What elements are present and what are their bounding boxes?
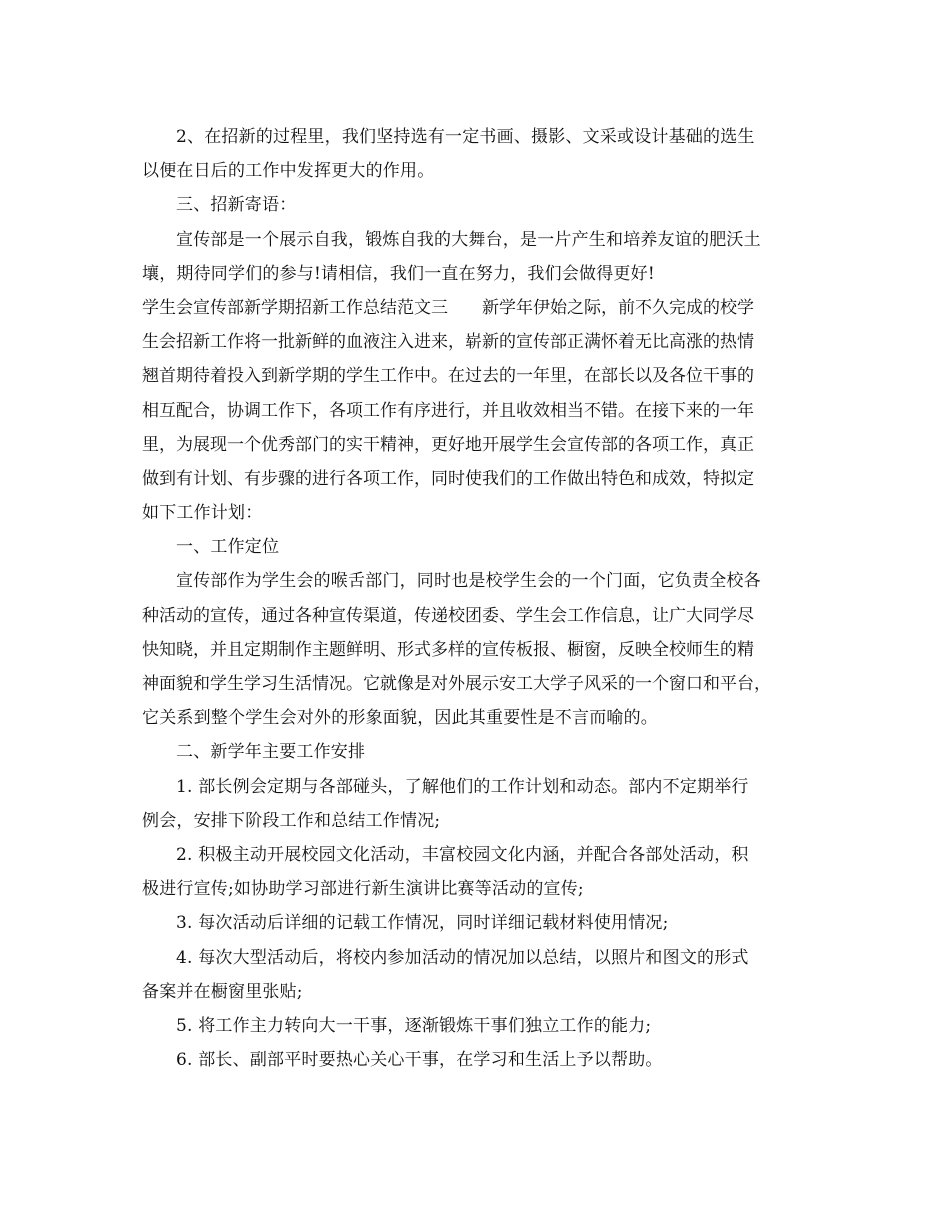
text-line: 2、在招新的过程里，我们坚持选有一定书画、摄影、文采或设计基础的选生 — [176, 127, 755, 147]
text-line: 备案并在橱窗里张贴; — [142, 981, 303, 1002]
text-line: 以便在日后的工作中发挥更大的作用。 — [142, 161, 435, 182]
text-line: 它关系到整个学生会对外的形象面貌，因此其重要性是不言而喻的。 — [142, 708, 658, 729]
article-title-line: 学生会宣传部新学期招新工作总结范文三 新学年伊始之际，前不久完成的校学 — [142, 297, 754, 318]
text-line: 生会招新工作将一批新鲜的血液注入进来，崭新的宣传部正满怀着无比高涨的热情 — [142, 332, 754, 353]
text-line: 快知晓，并且定期制作主题鲜明、形式多样的宣传板报、橱窗，反映全校师生的精 — [142, 639, 754, 660]
list-item: 2. 积极主动开展校园文化活动，丰富校园文化内涵，并配合各部处活动，积 — [176, 844, 749, 865]
text-line: 壤，期待同学们的参与!请相信，我们一直在努力，我们会做得更好! — [142, 263, 655, 284]
list-item: 5. 将工作主力转向大一干事，逐渐锻炼干事们独立工作的能力; — [176, 1015, 652, 1036]
section-heading: 三、招新寄语： — [176, 195, 297, 216]
section-heading: 一、工作定位 — [176, 537, 280, 558]
text-line: 做到有计划、有步骤的进行各项工作，同时使我们的工作做出特色和成效，特拟定 — [142, 468, 754, 489]
list-item: 3. 每次活动后详细的记载工作情况，同时详细记载材料使用情况; — [176, 913, 669, 934]
text-line: 如下工作计划： — [142, 503, 263, 524]
text-line: 里，为展现一个优秀部门的实干精神，更好地开展学生会宣传部的各项工作，真正 — [142, 434, 754, 455]
text-line: 宣传部是一个展示自我，锻炼自我的大舞台，是一片产生和培养友谊的肥沃土 — [176, 229, 761, 250]
text-line: 极进行宣传;如协助学习部进行新生演讲比赛等活动的宣传; — [142, 879, 584, 900]
text-line: 例会，安排下阶段工作和总结工作情况; — [142, 810, 441, 831]
text-line: 种活动的宣传，通过各种宣传渠道，传递校团委、学生会工作信息，让广大同学尽 — [142, 605, 754, 626]
section-heading: 二、新学年主要工作安排 — [176, 742, 366, 763]
list-item: 1. 部长例会定期与各部碰头，了解他们的工作计划和动态。部内不定期举行 — [176, 776, 749, 797]
text-line: 宣传部作为学生会的喉舌部门，同时也是校学生会的一个门面，它负责全校各 — [176, 571, 761, 592]
list-item: 6. 部长、副部平时要热心关心干事，在学习和生活上予以帮助。 — [176, 1050, 663, 1071]
list-item: 4. 每次大型活动后，将校内参加活动的情况加以总结，以照片和图文的形式 — [176, 947, 749, 968]
text-line: 翘首期待着投入到新学期的学生工作中。在过去的一年里，在部长以及各位干事的 — [142, 366, 754, 387]
text-line: 相互配合，协调工作下，各项工作有序进行，并且收效相当不错。在接下来的一年 — [142, 400, 754, 421]
document-body — [142, 120, 822, 1077]
text-line: 神面貌和学生学习生活情况。它就像是对外展示安工大学子风采的一个窗口和平台， — [142, 674, 771, 694]
